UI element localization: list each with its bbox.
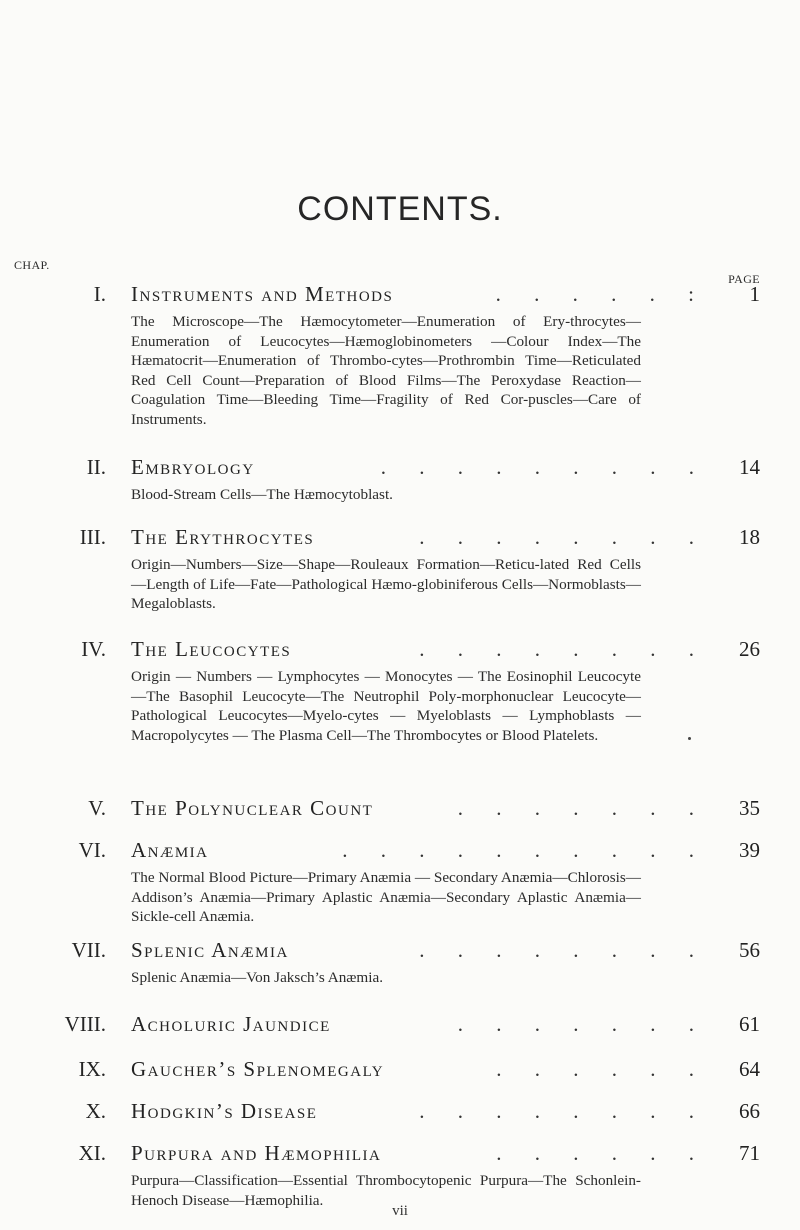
toc-entry [0, 637, 800, 745]
dot-leader: . . . . . . . . [419, 1099, 708, 1123]
chapter-description: Splenic Anæmia—Von Jaksch’s Anæmia. [131, 969, 383, 986]
page-number: 56 [739, 938, 760, 962]
chapter-description: The Normal Blood Picture—Primary Anæmia — Secondary Anæmia—Chlorosis—Addison’s Anæmia—Primary Aplastic Anæmia—Secondary Aplastic Anæmia—Sickle-cell Anæmia. [131, 869, 641, 925]
dot-leader: . . . . . . . . . . [342, 838, 708, 862]
toc-entry [0, 1057, 800, 1085]
chapter-number: VI. [78, 838, 106, 862]
chapter-description: Purpura—Classification—Essential Thrombocytopenic Purpura—The Schonlein-Henoch Disease—Hæmophilia. [131, 1172, 641, 1209]
dot-leader: . . . . . . . . . [380, 455, 708, 479]
chapter-heading: Embryology [131, 455, 255, 479]
page-number: 71 [739, 1141, 760, 1165]
chapter-heading: Instruments and Methods [131, 282, 394, 306]
chap-column-header: CHAP. [14, 258, 50, 272]
page-column-header: PAGE [728, 272, 760, 286]
chapter-number: II. [86, 455, 106, 479]
page-number: 64 [739, 1057, 760, 1081]
toc-entry [0, 525, 800, 614]
page-number: 66 [739, 1099, 760, 1123]
chapter-number: IX. [78, 1057, 106, 1081]
chapter-description: Origin—Numbers—Size—Shape—Rouleaux Formation—Reticu-lated Red Cells—Length of Life—Fate—Pathological Hæmo-globiniferous Cells—Normoblasts—Megaloblasts. [131, 556, 641, 612]
chapter-heading: The Polynuclear Count [131, 796, 374, 820]
chapter-heading: Acholuric Jaundice [131, 1012, 331, 1036]
toc-entry [0, 796, 800, 824]
chapter-description: The Microscope—The Hæmocytometer—Enumeration of Ery-throcytes—Enumeration of Leucocytes—Hæmoglobinometers —Colour Index—The Hæmatocrit—Enumeration of Thrombo-cytes—Prothrombin Time—Reticulated Red Cell Count—Preparation of Blood Films—The Peroxydase Reaction—Coagulation Time—Bleeding Time—Fragility of Red Cor-puscles—Care of Instruments. [131, 313, 641, 428]
chapter-heading: Anæmia [131, 838, 209, 862]
page-number: 35 [739, 796, 760, 820]
toc-entry [0, 838, 800, 927]
toc-entry [0, 938, 800, 988]
chapter-number: VIII. [64, 1012, 106, 1036]
chapter-heading: The Leucocytes [131, 637, 292, 661]
toc-entry [0, 1141, 800, 1210]
chapter-heading: Purpura and Hæmophilia [131, 1141, 382, 1165]
page-number: 61 [739, 1012, 760, 1036]
dot-leader: . . . . . . . [457, 1012, 708, 1036]
dot-leader: . . . . . . . [457, 796, 708, 820]
chapter-heading: Hodgkin’s Disease [131, 1099, 318, 1123]
print-speck [688, 737, 691, 740]
toc-entry [0, 282, 800, 429]
toc-entry [0, 1012, 800, 1040]
page-number: 14 [739, 455, 760, 479]
chapter-number: X. [85, 1099, 106, 1123]
chapter-heading: The Erythrocytes [131, 525, 315, 549]
dot-leader: . . . . . . . . [419, 637, 708, 661]
dot-leader: . . . . . . [496, 1141, 708, 1165]
dot-leader: . . . . . . . . [419, 938, 708, 962]
page-number: 26 [739, 637, 760, 661]
chapter-description: Origin — Numbers — Lymphocytes — Monocytes — The Eosinophil Leucocyte—The Basophil Leucocyte—The Neutrophil Poly-morphonuclear Leucocyte—Pathological Leucocytes—Myelo-cytes — Myeloblasts — Lymphoblasts — Macropolycytes — The Plasma Cell—The Thrombocytes or Blood Platelets. [131, 668, 641, 744]
chapter-number: V. [88, 796, 106, 820]
chapter-heading: Splenic Anæmia [131, 938, 289, 962]
page-title: CONTENTS. [297, 190, 503, 228]
chapter-number: III. [79, 525, 106, 549]
chapter-number: I. [93, 282, 106, 306]
page-footer-folio: vii [392, 1203, 408, 1219]
toc-entry [0, 455, 800, 505]
chapter-number: VII. [71, 938, 106, 962]
chapter-number: XI. [78, 1141, 106, 1165]
page-number: 18 [739, 525, 760, 549]
chapter-heading: Gaucher’s Splenomegaly [131, 1057, 385, 1081]
page-number: 1 [749, 282, 760, 306]
dot-leader: . . . . . : [495, 282, 708, 306]
chapter-number: IV. [81, 637, 106, 661]
dot-leader: . . . . . . . . [419, 525, 708, 549]
chapter-description: Blood-Stream Cells—The Hæmocytoblast. [131, 486, 393, 503]
toc-entry [0, 1099, 800, 1127]
dot-leader: . . . . . . [496, 1057, 708, 1081]
page-number: 39 [739, 838, 760, 862]
